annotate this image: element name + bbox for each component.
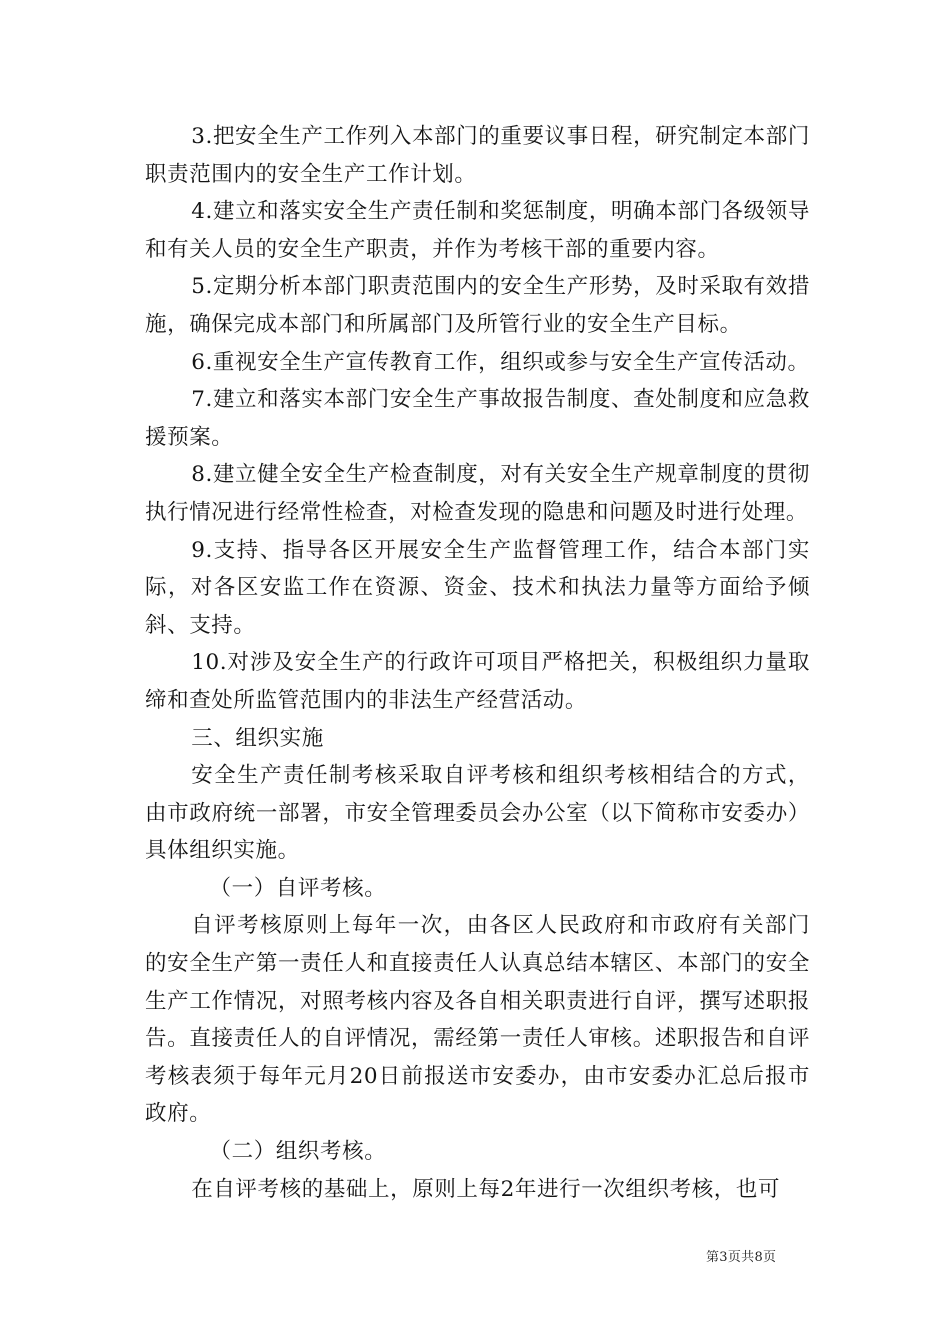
paragraph-item-8: 8.建立健全安全生产检查制度，对有关安全生产规章制度的贯彻执行情况进行经常性检查，对检查发现的隐患和问题及时进行处理。 (145, 462, 810, 525)
subsection-heading-self-assessment: （一）自评考核。 (209, 875, 387, 901)
page-number-footer: 第3页共8页 (706, 1250, 777, 1265)
section-intro-paragraph: 安全生产责任制考核采取自评考核和组织考核相结合的方式，由市政府统一部署，市安全管理委员会办公室（以下简称市安委办）具体组织实施。 (145, 763, 810, 864)
section-heading: 三、组织实施 (191, 725, 324, 751)
paragraph-item-4: 4.建立和落实安全生产责任制和奖惩制度，明确本部门各级领导和有关人员的安全生产职责，并作为考核干部的重要内容。 (145, 199, 810, 262)
paragraph-item-7: 7.建立和落实本部门安全生产事故报告制度、查处制度和应急救援预案。 (145, 387, 810, 450)
self-assessment-paragraph: 自评考核原则上每年一次，由各区人民政府和市政府有关部门的安全生产第一责任人和直接责任人认真总结本辖区、本部门的安全生产工作情况，对照考核内容及各自相关职责进行自评，撰写述职报告。直接责任人的自评情况，需经第一责任人审核。述职报告和自评考核表须于每年元月20日前报送市安委办，由市安委办汇总后报市政府。 (145, 913, 810, 1127)
subsection-heading-organized-assessment: （二）组织考核。 (209, 1139, 387, 1165)
paragraph-item-3: 3.把安全生产工作列入本部门的重要议事日程，研究制定本部门职责范围内的安全生产工作计划。 (145, 124, 810, 187)
paragraph-item-6: 6.重视安全生产宣传教育工作，组织或参与安全生产宣传活动。 (191, 349, 810, 375)
organized-assessment-paragraph: 在自评考核的基础上，原则上每2年进行一次组织考核，也可 (191, 1176, 781, 1202)
document-body (145, 118, 810, 1208)
paragraph-item-5: 5.定期分析本部门职责范围内的安全生产形势，及时采取有效措施，确保完成本部门和所属部门及所管行业的安全生产目标。 (145, 274, 810, 337)
paragraph-item-9: 9.支持、指导各区开展安全生产监督管理工作，结合本部门实际，对各区安监工作在资源、资金、技术和执法力量等方面给予倾斜、支持。 (145, 537, 810, 638)
paragraph-item-10: 10.对涉及安全生产的行政许可项目严格把关，积极组织力量取缔和查处所监管范围内的非法生产经营活动。 (145, 650, 810, 713)
